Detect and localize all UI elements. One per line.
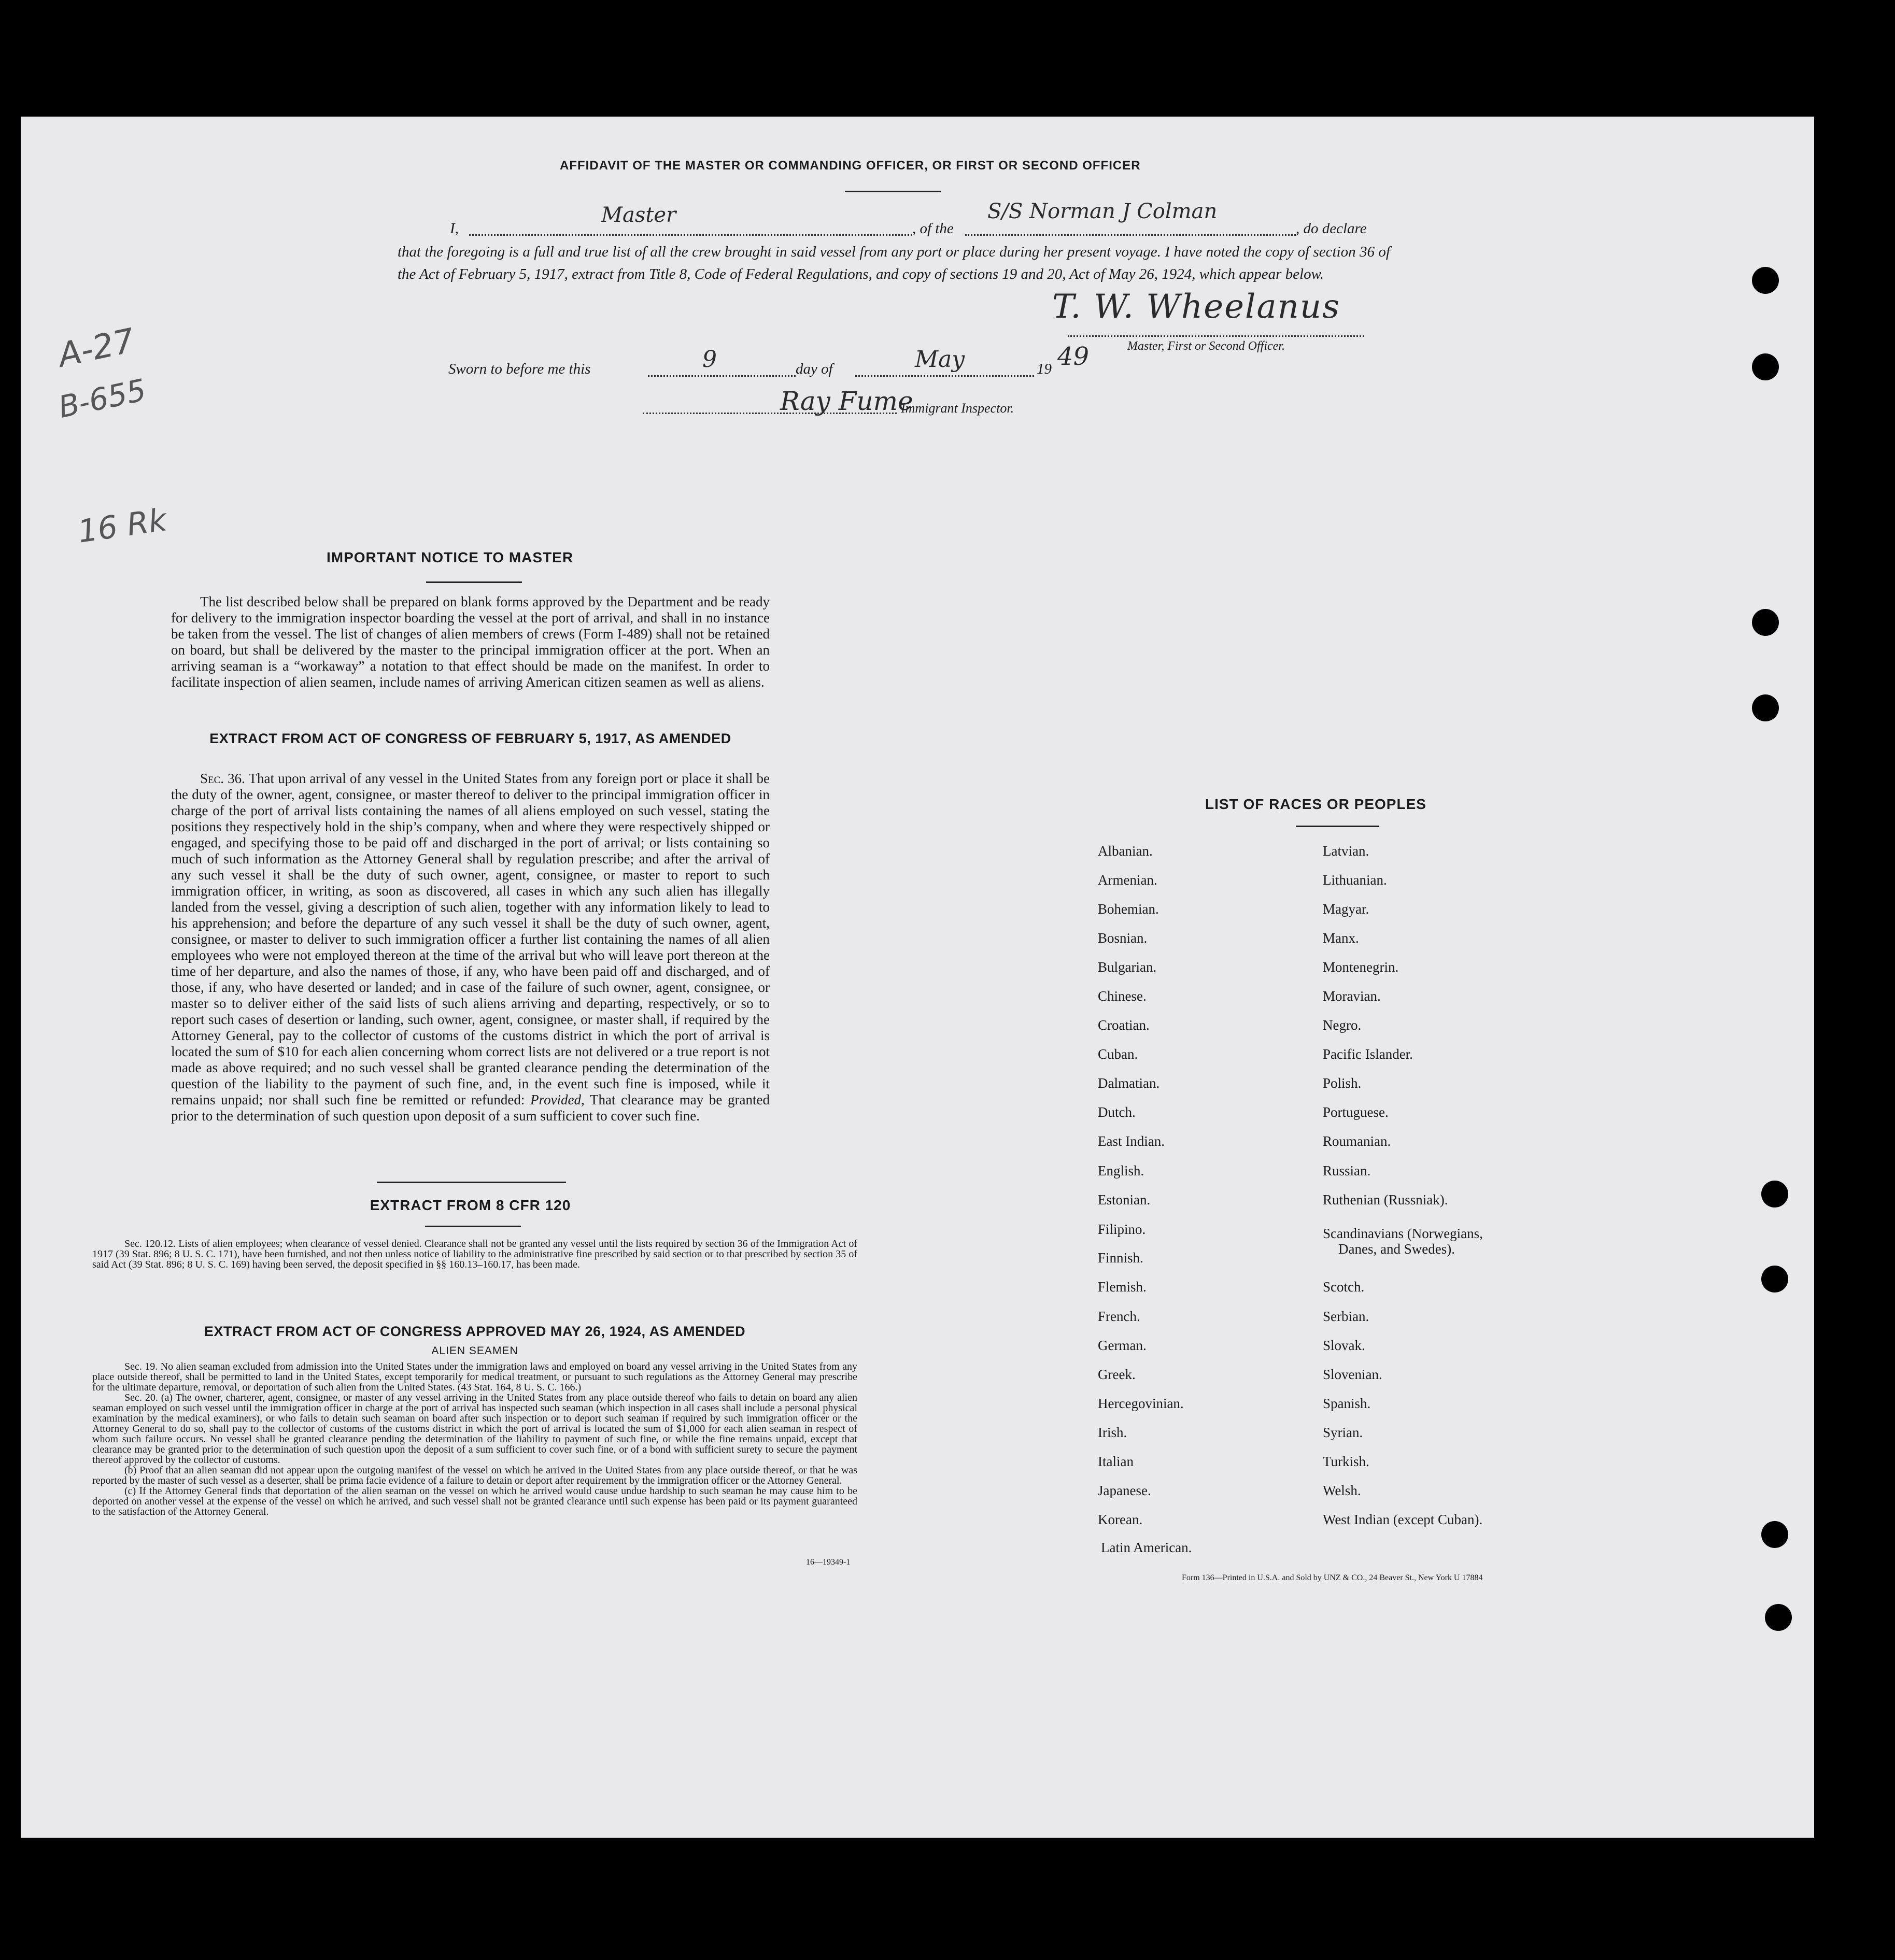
race-item: Slovenian. xyxy=(1323,1367,1382,1382)
race-item: Pacific Islander. xyxy=(1323,1046,1413,1062)
form-info: Form 136—Printed in U.S.A. and Sold by UNZ & CO., 24 Beaver St., New York U 17884 xyxy=(1182,1573,1483,1582)
race-item: Hercegovinian. xyxy=(1098,1396,1184,1411)
provided-word: Provided, xyxy=(530,1092,585,1107)
race-item: Albanian. xyxy=(1098,843,1153,859)
race-item: Montenegrin. xyxy=(1323,959,1399,975)
punch-hole xyxy=(1761,1181,1788,1208)
race-item: Chinese. xyxy=(1098,988,1147,1004)
race-item: Japanese. xyxy=(1098,1483,1151,1498)
race-item: Filipino. xyxy=(1098,1222,1146,1237)
handwritten-master-signature: T. W. Wheelanus xyxy=(1052,288,1340,326)
race-item: German. xyxy=(1098,1338,1147,1353)
races-title: LIST OF RACES OR PEOPLES xyxy=(1205,796,1426,812)
race-item: East Indian. xyxy=(1098,1133,1165,1149)
divider xyxy=(845,191,941,192)
race-item: Latvian. xyxy=(1323,843,1369,859)
sec-20b-text: (b) Proof that an alien seaman did not appear upon the outgoing manifest of the vessel on which he arrived in the United States from any place outside thereof, or that he was reported by the master of such vessel as a deserter, shall be prima facie evidence of a failure to detain or deport after requirement by the immigration officer or the Attorney General. xyxy=(92,1465,857,1486)
punch-hole xyxy=(1752,694,1779,721)
race-item: Dalmatian. xyxy=(1098,1075,1160,1091)
divider xyxy=(1296,826,1379,827)
sworn-label: Sworn to before me this xyxy=(448,361,591,377)
handwritten-vessel-name: S/S Norman J Colman xyxy=(987,200,1218,223)
race-item: Roumanian. xyxy=(1323,1133,1391,1149)
handwritten-rank: Master xyxy=(601,203,676,227)
day-of-label: day of xyxy=(796,361,833,377)
notice-title: IMPORTANT NOTICE TO MASTER xyxy=(327,549,574,565)
sec-36-label: Sec. 36. xyxy=(200,771,245,786)
race-item: Italian xyxy=(1098,1454,1134,1469)
race-item: Bulgarian. xyxy=(1098,959,1157,975)
signature-dotted-line xyxy=(1068,335,1364,337)
extract-1917-body xyxy=(171,771,770,1124)
race-item: English. xyxy=(1098,1163,1144,1178)
sec-36-text: That upon arrival of any vessel in the United States from any foreign port or place it shall be the duty of the owner, agent, consignee, or master thereof to deliver to the principal immigration officer in charge of the port of arrival lists containing the names of all aliens employed on such vessel, stating the positions they respectively hold in the ship’s company, when and where they were respectively shipped or engaged, and specifying those to be paid off and discharged in the port of arrival; or lists containing so much of such information as the Attorney General shall by regulation prescribe; and after the arrival of any such vessel it shall be the duty of such owner, agent, consignee, or master to report to such immigration officer, in writing, as soon as discovered, all cases in which any such alien has illegally landed from the vessel, giving a description of such alien, together with any information likely to lead to his apprehension; and before the departure of any such vessel it shall be the duty of such owner, agent, consignee, or master to deliver to such immigration officer a further list containing the names of all alien employees who were not employed thereon at the time of the arrival but who will leave port thereon at the time of her departure, and also the names of those, if any, who have been paid off and discharged, and of those, if any, who have deserted or landed; and in case of the failure of such owner, agent, consignee, or master so to deliver either of the said lists of such aliens arriving and departing, respectively, or so to report such cases of desertion or landing, such owner, agent, consignee, or master shall, if required by the Attorney General, pay to the collector of customs of the customs district in which the port of arrival is located the sum of $10 for each alien concerning whom correct lists are not delivered or a true report is not made as above required; and no such vessel shall be granted clearance pending the determination of the question of the liability to the payment of such fine, and, in the event such fine is imposed, while it remains unpaid; nor shall such fine be remitted or refunded: xyxy=(171,771,770,1107)
extract-1924-title: EXTRACT FROM ACT OF CONGRESS APPROVED MAY 26, 1924, AS AMENDED xyxy=(204,1324,746,1339)
vessel-dotted-line xyxy=(965,234,1296,236)
year-prefix: 19 xyxy=(1037,361,1052,377)
sec-36-text-end: That clearance may be granted prior to the determination of such question upon deposit of a sum sufficient to cover such fine. xyxy=(171,1092,770,1124)
race-item: Serbian. xyxy=(1323,1309,1369,1324)
punch-hole xyxy=(1752,267,1779,294)
handwritten-month: May xyxy=(915,346,965,373)
race-item: Armenian. xyxy=(1098,872,1157,888)
divider xyxy=(377,1182,566,1183)
inspector-caption: Immigrant Inspector. xyxy=(901,401,1014,416)
month-dotted-line xyxy=(855,375,1034,377)
race-item: Ruthenian (Russniak). xyxy=(1323,1192,1448,1208)
race-item: Syrian. xyxy=(1323,1425,1363,1440)
race-item: Polish. xyxy=(1323,1075,1362,1091)
race-item: Estonian. xyxy=(1098,1192,1151,1208)
notice-body: The list described below shall be prepared on blank forms approved by the Department and be ready for delivery to the immigration inspector boarding the vessel at the port of arrival, and shall in no instance be taken from the vessel. The list of changes of alien members of crews (Form I-489) shall not be retained on board, but shall be delivered by the master to the principal immigration officer at the port. When an arriving seaman is a “workaway” a notation to that effect should be made on the manifest. In order to facilitate inspection of alien seamen, include names of arriving American citizen seamen as well as aliens. xyxy=(171,594,770,690)
margin-note: B-655 xyxy=(55,372,149,425)
race-item: Latin American. xyxy=(1101,1540,1192,1555)
race-item: Magyar. xyxy=(1323,901,1369,917)
race-item: French. xyxy=(1098,1309,1140,1324)
race-item: Scotch. xyxy=(1323,1279,1365,1295)
divider xyxy=(425,1226,521,1227)
race-item: Greek. xyxy=(1098,1367,1136,1382)
race-item: Cuban. xyxy=(1098,1046,1138,1062)
margin-note: 16 Rk xyxy=(75,502,169,550)
master-caption: Master, First or Second Officer. xyxy=(1127,339,1285,353)
race-item: Bosnian. xyxy=(1098,930,1148,946)
race-item: Moravian. xyxy=(1323,988,1381,1004)
race-item: Scandinavians (Norwegians, xyxy=(1323,1226,1483,1241)
print-code: 16—19349-1 xyxy=(806,1558,851,1567)
race-item: Slovak. xyxy=(1323,1338,1365,1353)
extract-1917-title: EXTRACT FROM ACT OF CONGRESS OF FEBRUARY 5, 1917, AS AMENDED xyxy=(209,731,731,746)
race-item: Korean. xyxy=(1098,1512,1143,1527)
handwritten-day: 9 xyxy=(702,346,717,373)
punch-hole xyxy=(1761,1521,1788,1548)
sec-19-text: Sec. 19. No alien seaman excluded from admission into the United States under the immigration laws and employed on board any vessel arriving in the United States from any place outside thereof, shall be permitted to land in the United States, except temporarily for medical treatment, or pursuant to such regulations as the Attorney General may prescribe for the ultimate departure, removal, or deportation of such alien from the United States. (43 Stat. 164, 8 U. S. C. 166.) xyxy=(92,1361,857,1393)
race-item: Welsh. xyxy=(1323,1483,1361,1498)
race-item: Flemish. xyxy=(1098,1279,1147,1295)
race-item: Danes, and Swedes). xyxy=(1338,1241,1455,1257)
race-item: Negro. xyxy=(1323,1017,1362,1033)
sec-20c-text: (c) If the Attorney General finds that deportation of the alien seaman on the vessel on which he arrived would cause undue hardship to such seaman he may cause him to be deported on another vessel at the expense of the vessel on which he arrived, and such vessel shall not be granted clearance until such expense has been paid or its payment guaranteed to the satisfaction of the Attorney General. xyxy=(92,1485,857,1517)
punch-hole xyxy=(1752,609,1779,636)
handwritten-year: 49 xyxy=(1057,342,1090,371)
affidavit-declare-label: , do declare xyxy=(1296,220,1367,237)
margin-note: A-27 xyxy=(54,321,138,375)
race-item: Finnish. xyxy=(1098,1250,1143,1266)
extract-1924-subtitle: ALIEN SEAMEN xyxy=(431,1345,518,1357)
race-item: Dutch. xyxy=(1098,1104,1136,1120)
punch-hole xyxy=(1765,1604,1792,1631)
race-item: West Indian (except Cuban). xyxy=(1323,1512,1483,1527)
divider xyxy=(426,581,522,583)
race-item: Turkish. xyxy=(1323,1454,1369,1469)
punch-hole xyxy=(1752,353,1779,380)
race-item: Irish. xyxy=(1098,1425,1127,1440)
handwritten-inspector-signature: Ray Fume xyxy=(780,386,913,416)
race-item: Croatian. xyxy=(1098,1017,1150,1033)
race-item: Russian. xyxy=(1323,1163,1371,1178)
cfr-body: Sec. 120.12. Lists of alien employees; when clearance of vessel denied. Clearance shall not be granted any vessel until the lists required by section 36 of the Immigration Act of 1917 (39 Stat. 896; 8 U. S. C. 171), have been furnished, and not then unless notice of liability to the administrative fine prescribed by said section or to that prescribed by section 35 of said Act (39 Stat. 896; 8 U. S. C. 169) having been served, the deposit specified in §§ 160.13–160.17, has been made. xyxy=(92,1238,857,1270)
affidavit-i-label: I, xyxy=(450,220,459,237)
day-dotted-line xyxy=(648,375,796,377)
sec-20a-text: Sec. 20. (a) The owner, charterer, agent, consignee, or master of any vessel arriving in the United States from any place outside thereof who fails to detain on board any alien seaman employed on such vessel until the immigration officer in charge at the port of arrival has inspected such seaman (which inspection in all cases shall include a personal physical examination by the medical examiners), or who fails to detain such seaman on board after such inspection or to deport such seaman if required by such immigration officer or the Attorney General to do so, shall pay to the collector of customs of the customs district in which the port of arrival is located the sum of $1,000 for each alien seaman in respect of whom such failure occurs. No vessel shall be granted clearance pending the determination of the liability to payment of such fine, or while the fine remains unpaid, except that clearance may be granted prior to the determination of such question upon the deposit of a sum sufficient to cover such fine, or of a bond with sufficient surety to secure the payment thereof approved by the collector of customs. xyxy=(92,1392,857,1466)
race-item: Manx. xyxy=(1323,930,1359,946)
race-item: Spanish. xyxy=(1323,1396,1371,1411)
affidavit-body: that the foregoing is a full and true list of all the crew brought in said vessel from any port or place during her present voyage. I have noted the copy of section 36 of the Act of February 5, 1917, extract from Title 8, Code of Federal Regulations, and copy of sections 19 and 20, Act of May 26, 1924, which appear below. xyxy=(398,244,1390,282)
race-item: Bohemian. xyxy=(1098,901,1159,917)
race-item: Lithuanian. xyxy=(1323,872,1387,888)
affidavit-title: AFFIDAVIT OF THE MASTER OR COMMANDING OFFICER, OR FIRST OR SECOND OFFICER xyxy=(560,159,1141,173)
name-dotted-line xyxy=(469,234,912,236)
extract-1924-body xyxy=(92,1361,857,1517)
punch-hole xyxy=(1761,1266,1788,1293)
affidavit-of-the-label: , of the xyxy=(912,220,954,237)
race-item: Portuguese. xyxy=(1323,1104,1389,1120)
cfr-title: EXTRACT FROM 8 CFR 120 xyxy=(370,1197,571,1213)
